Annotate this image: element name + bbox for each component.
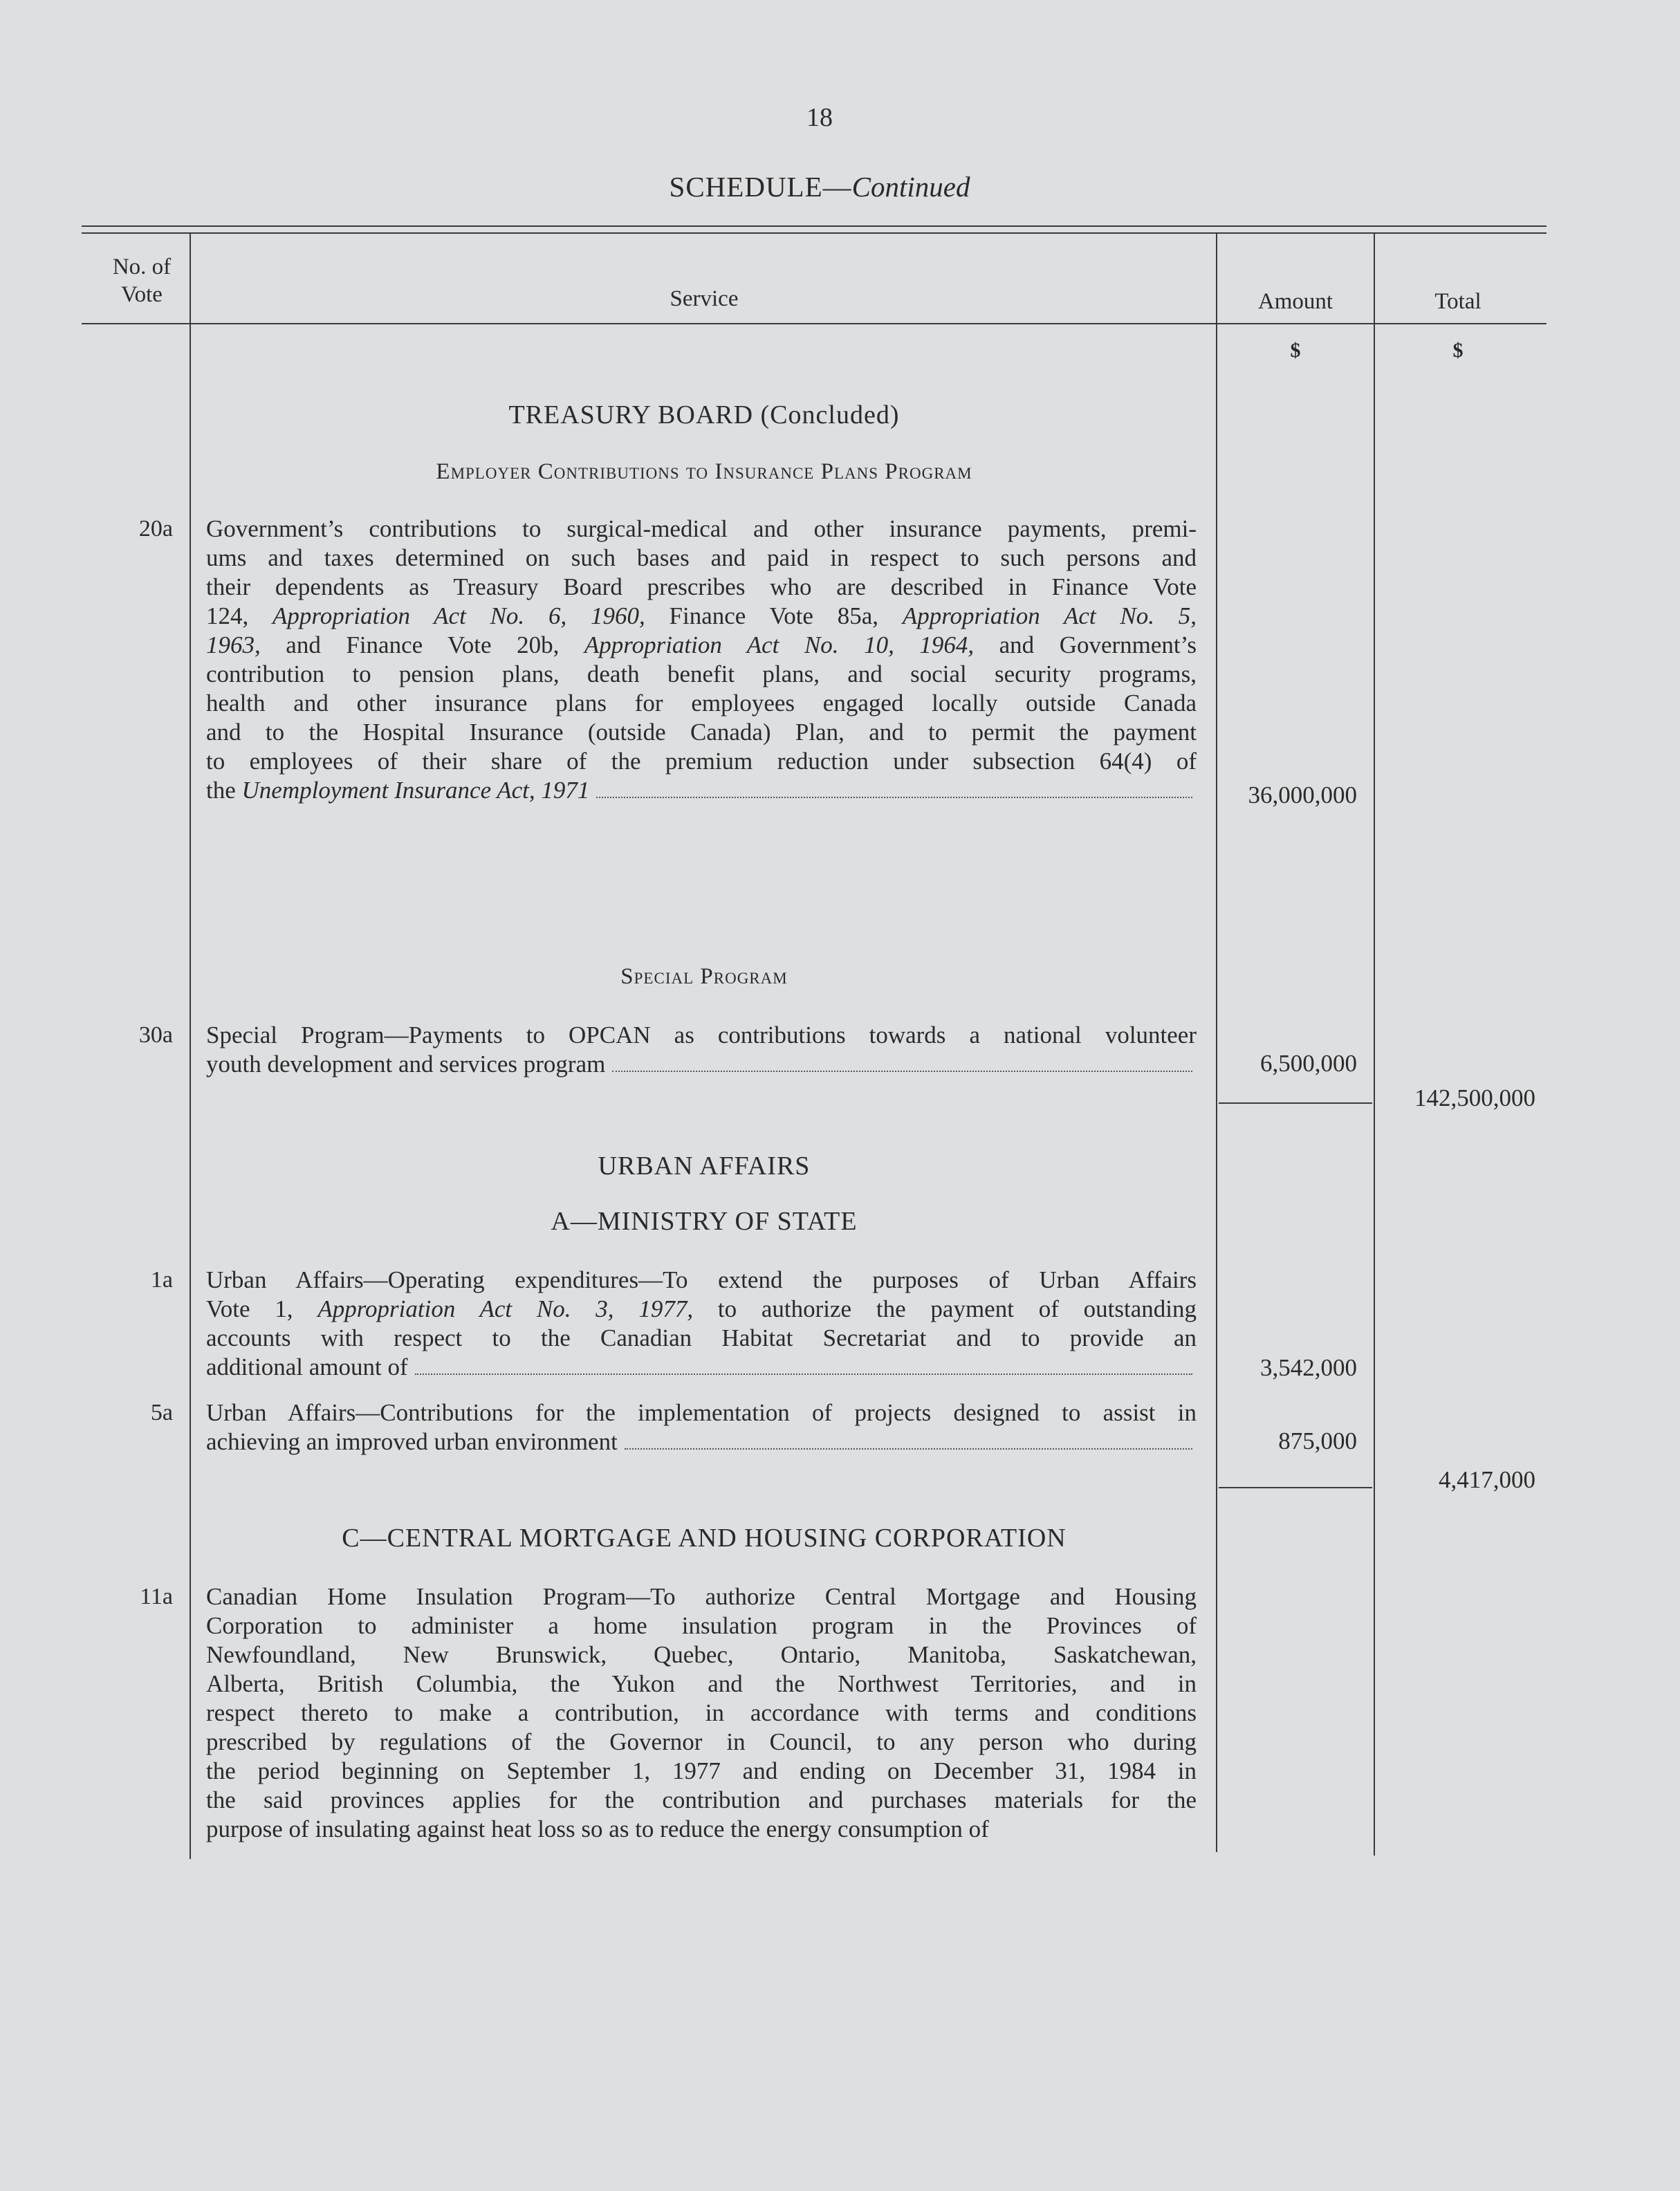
amount-currency: $ — [1290, 339, 1301, 362]
entry-line: prescribed by regulations of the Governor in Council, to any person who during — [206, 1728, 1197, 1755]
entry-line: purpose of insulating against heat loss so as to reduce the energy consumption of — [206, 1815, 989, 1842]
top-rule — [82, 225, 1547, 227]
entry-30a-text — [206, 1021, 1197, 1079]
entry-1a-text — [206, 1266, 1197, 1382]
employer-program-heading: Employer Contributions to Insurance Plans Program — [436, 459, 972, 484]
entry-last-line — [206, 1427, 1197, 1457]
entry-line: Alberta, British Columbia, the Yukon and the Northwest Territories, and in — [206, 1670, 1197, 1697]
entry-line: additional amount of — [206, 1353, 408, 1380]
column-header-service: Service — [670, 286, 739, 311]
urban-affairs-heading: URBAN AFFAIRS — [598, 1152, 811, 1181]
cmhc-heading: C—CENTRAL MORTGAGE AND HOUSING CORPORATION — [342, 1524, 1067, 1553]
total-currency: $ — [1452, 339, 1464, 362]
vote-header-line2: Vote — [121, 282, 163, 307]
special-program-heading: Special Program — [620, 964, 788, 989]
entry-line: health and other insurance plans for employees engaged locally outside Canada — [206, 690, 1197, 717]
entry-5a-text — [206, 1398, 1197, 1457]
entry-line: Corporation to administer a home insulation program in the Provinces of — [206, 1612, 1197, 1639]
vote-number: 1a — [150, 1267, 173, 1293]
title-main: SCHEDULE— — [669, 171, 852, 203]
vote-header-line1: No. of — [112, 255, 172, 279]
amount-value: 6,500,000 — [1260, 1050, 1357, 1077]
entry-last-line — [206, 1050, 1197, 1079]
vote-number: 11a — [140, 1584, 173, 1609]
divider-service-amount — [1216, 234, 1217, 1852]
dot-leader — [612, 1071, 1192, 1072]
entry-line: 124, Appropriation Act No. 6, 1960, Finance Vote 85a, Appropriation Act No. 5, — [206, 602, 1197, 629]
entry-line: accounts with respect to the Canadian Habitat Secretariat and to provide an — [206, 1324, 1197, 1351]
divider-amount-total — [1374, 234, 1375, 1856]
entry-line: ums and taxes determined on such bases and paid in respect to such persons and — [206, 544, 1197, 571]
vote-number: 30a — [138, 1022, 173, 1048]
entry-line: Government’s contributions to surgical-medical and other insurance payments, premi- — [206, 515, 1197, 542]
vote-number: 5a — [150, 1400, 173, 1425]
entry-line: Urban Affairs—Operating expenditures—To extend the purposes of Urban Affairs — [206, 1266, 1197, 1293]
dot-leader — [596, 797, 1192, 798]
column-header-vote — [90, 253, 194, 308]
total-value: 4,417,000 — [1439, 1466, 1535, 1493]
schedule-title — [0, 170, 1639, 203]
entry-line: contribution to pension plans, death benefit plans, and social security programs, — [206, 660, 1197, 687]
entry-line: 1963, and Finance Vote 20b, Appropriation Act No. 10, 1964, and Government’s — [206, 631, 1197, 658]
divider-vote-service — [190, 234, 191, 1859]
entry-line: respect thereto to make a contribution, in accordance with terms and conditions — [206, 1699, 1197, 1726]
entry-line: Canadian Home Insulation Program—To authorize Central Mortgage and Housing — [206, 1583, 1197, 1610]
amount-value: 36,000,000 — [1248, 782, 1357, 808]
entry-line: to employees of their share of the premium reduction under subsection 64(4) of — [206, 748, 1197, 775]
dot-leader — [415, 1374, 1192, 1375]
amount-value: 875,000 — [1278, 1427, 1357, 1454]
entry-line: Urban Affairs—Contributions for the implementation of projects designed to assist in — [206, 1399, 1197, 1426]
ministry-of-state-heading: A—MINISTRY OF STATE — [551, 1207, 858, 1236]
entry-last-line — [206, 776, 1197, 805]
entry-line: the said provinces applies for the contribution and purchases materials for the — [206, 1786, 1197, 1813]
entry-line: the Unemployment Insurance Act, 1971 — [206, 777, 590, 804]
column-header-total: Total — [1434, 289, 1481, 314]
entry-last-line — [206, 1353, 1197, 1382]
page-number: 18 — [806, 103, 833, 132]
treasury-board-heading: TREASURY BOARD (Concluded) — [508, 400, 900, 429]
entry-line: Newfoundland, New Brunswick, Quebec, Ontario, Manitoba, Saskatchewan, — [206, 1641, 1197, 1668]
amount-value: 3,542,000 — [1260, 1354, 1357, 1381]
entry-line: the period beginning on September 1, 1977 and ending on December 31, 1984 in — [206, 1757, 1197, 1784]
header-rule — [82, 323, 1547, 324]
entry-line: Vote 1, Appropriation Act No. 3, 1977, to authorize the payment of outstanding — [206, 1295, 1197, 1322]
entry-20a-text — [206, 515, 1197, 805]
entry-line: and to the Hospital Insurance (outside Canada) Plan, and to permit the payment — [206, 719, 1197, 746]
total-value: 142,500,000 — [1414, 1084, 1535, 1111]
vote-number: 20a — [138, 516, 173, 542]
entry-line: achieving an improved urban environment — [206, 1428, 618, 1455]
entry-line: Special Program—Payments to OPCAN as contributions towards a national volunteer — [206, 1021, 1197, 1048]
title-continued: Continued — [851, 171, 970, 203]
top-rule-second — [82, 232, 1547, 234]
entry-line: their dependents as Treasury Board prescribes who are described in Finance Vote — [206, 573, 1197, 600]
dot-leader — [625, 1448, 1192, 1450]
entry-line: youth development and services program — [206, 1051, 606, 1078]
column-header-amount: Amount — [1257, 289, 1333, 314]
entry-11a-text — [206, 1582, 1197, 1844]
